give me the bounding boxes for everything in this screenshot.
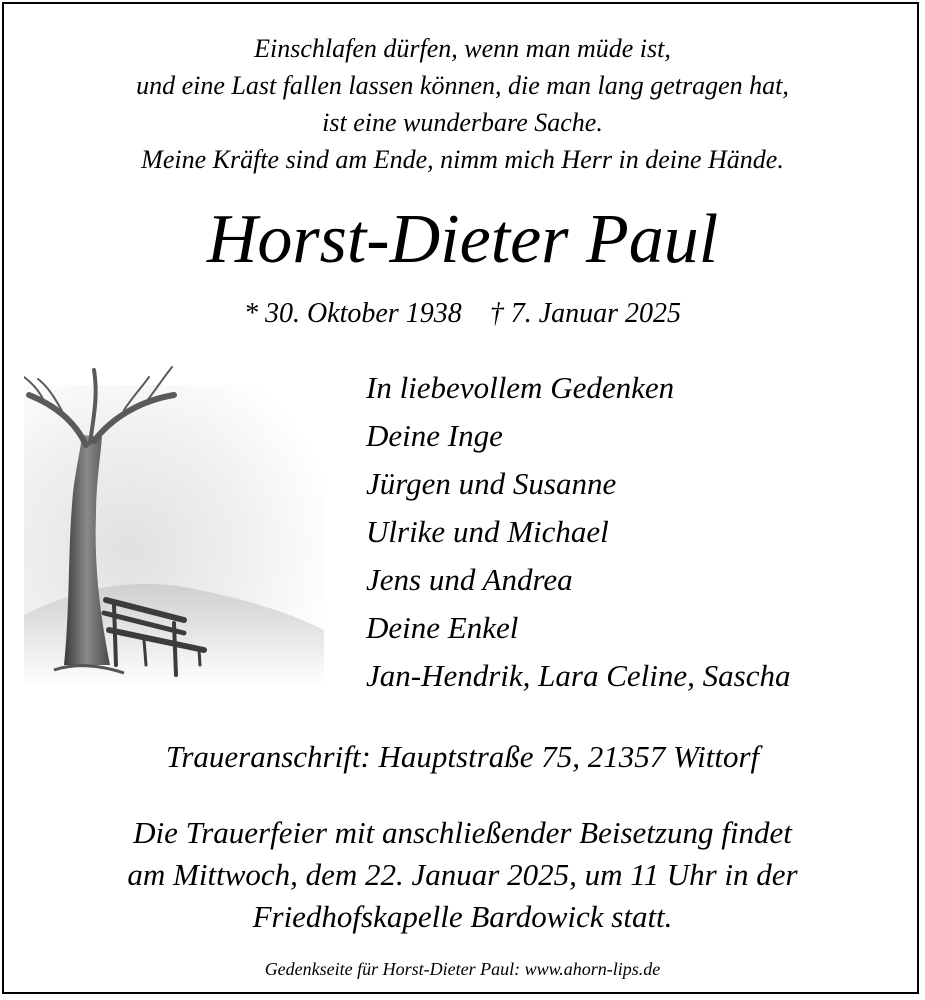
poem-line: ist eine wunderbare Sache. <box>322 108 603 137</box>
mourner-line: Ulrike und Michael <box>366 514 609 549</box>
memorial-page-link[interactable]: Gedenkseite für Horst-Dieter Paul: www.ahorn-lips.de <box>264 959 661 979</box>
poem-line: Einschlafen dürfen, wenn man müde ist, <box>254 34 671 63</box>
funeral-service-info <box>0 812 925 938</box>
mourner-line: Jürgen und Susanne <box>366 466 617 501</box>
tree-bench-illustration <box>24 365 334 695</box>
mourners-list <box>366 364 790 700</box>
mourner-line: Deine Enkel <box>366 610 519 645</box>
deceased-name: Horst-Dieter Paul <box>206 201 719 278</box>
mourner-line: Jan-Hendrik, Lara Celine, Sascha <box>366 658 791 693</box>
poem-line: und eine Last fallen lassen können, die man lang getragen hat, <box>136 71 789 100</box>
poem <box>0 30 925 178</box>
service-line: am Mittwoch, dem 22. Januar 2025, um 11 Uhr in der <box>127 857 798 892</box>
mourner-line: In liebevollem Gedenken <box>366 370 675 405</box>
service-line: Friedhofskapelle Bardowick statt. <box>252 899 673 934</box>
service-line: Die Trauerfeier mit anschließender Beisetzung findet <box>133 815 792 850</box>
mourner-line: Jens und Andrea <box>366 562 573 597</box>
mourner-line: Deine Inge <box>366 418 503 453</box>
life-dates: * 30. Oktober 1938 † 7. Januar 2025 <box>243 298 682 329</box>
mourning-address: Traueranschrift: Hauptstraße 75, 21357 Wittorf <box>165 739 760 774</box>
poem-line: Meine Kräfte sind am Ende, nimm mich Herr in deine Hände. <box>141 145 784 174</box>
